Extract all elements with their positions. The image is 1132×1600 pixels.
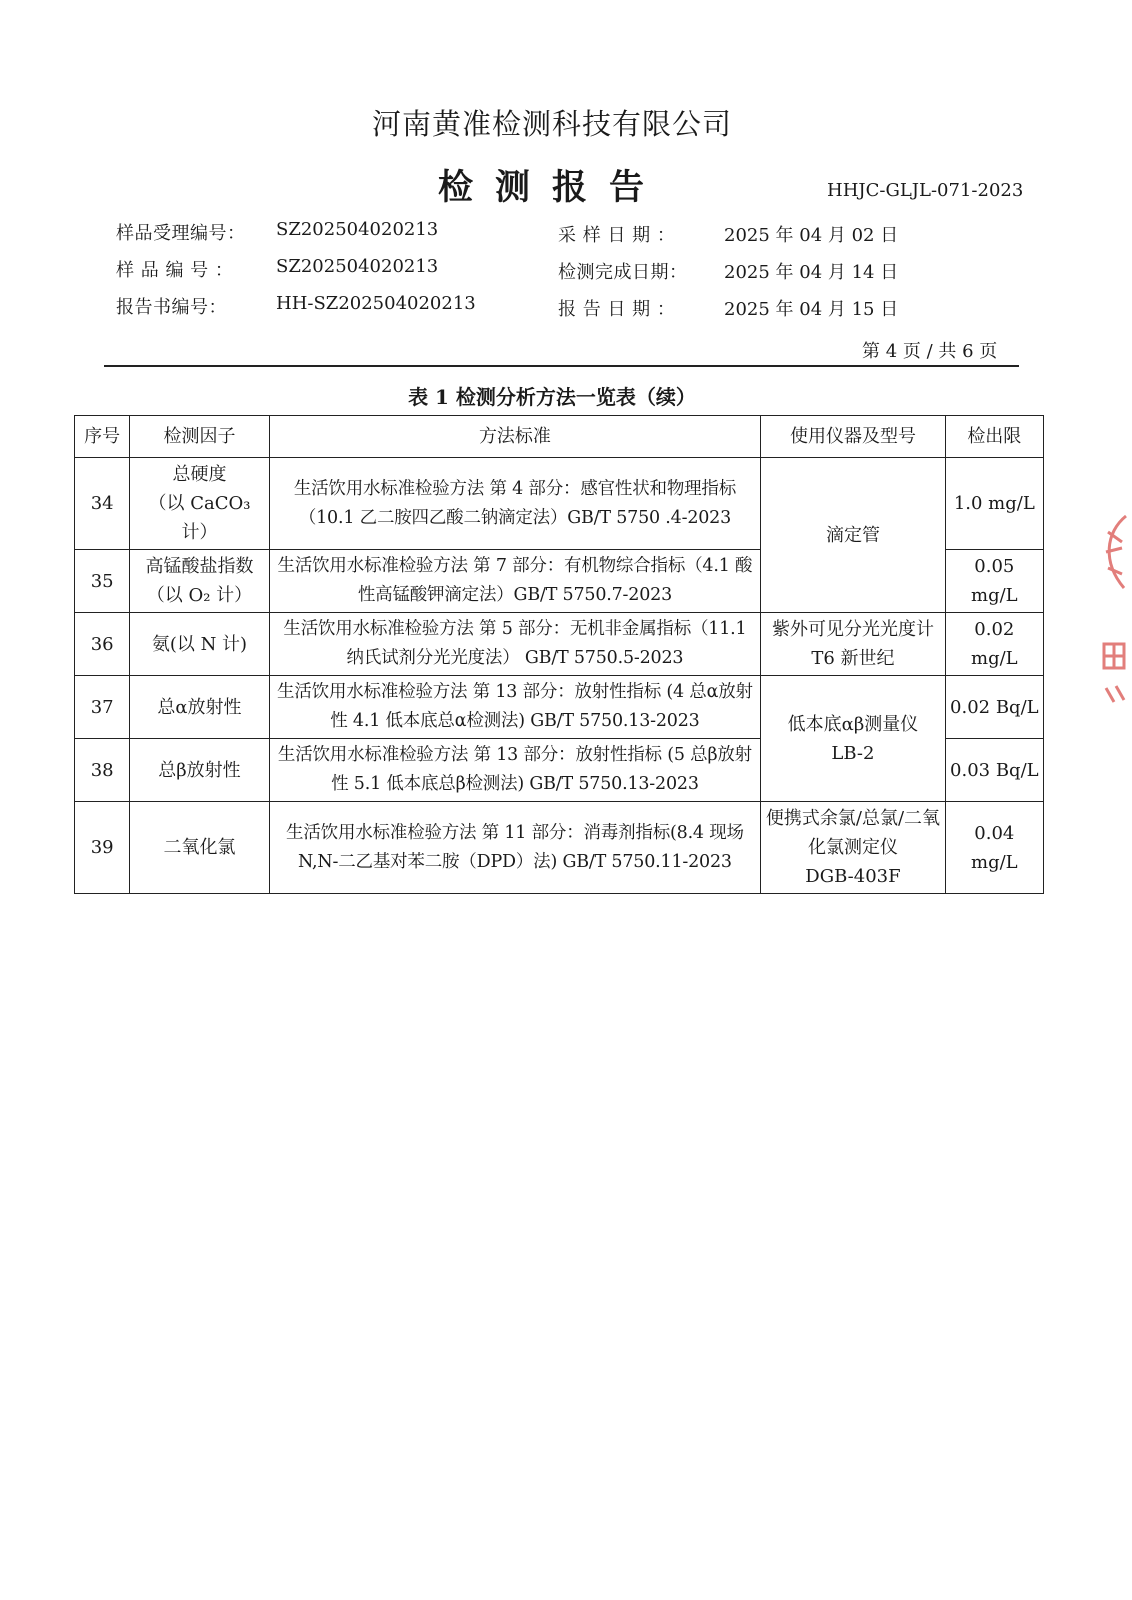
table-row [75, 676, 1044, 739]
sampling-date-value: 2025 年 04 月 02 日 [724, 225, 899, 246]
row-no: 34 [75, 458, 130, 550]
row-limit: 0.05 mg/L [945, 550, 1043, 613]
row-factor: 二氧化氯 [130, 802, 269, 894]
row-method: 生活饮用水标准检验方法 第 13 部分：放射性指标 (5 总β放射性 5.1 低本底总β检测法) GB/T 5750.13-2023 [269, 739, 761, 802]
col-header-no: 序号 [75, 416, 130, 458]
row-method: 生活饮用水标准检验方法 第 11 部分：消毒剂指标(8.4 现场 N,N-二乙基对苯二胺（DPD）法) GB/T 5750.11-2023 [269, 802, 761, 894]
row-no: 38 [75, 739, 130, 802]
col-header-limit: 检出限 [945, 416, 1043, 458]
row-method: 生活饮用水标准检验方法 第 7 部分：有机物综合指标（4.1 酸性高锰酸钾滴定法）GB/T 5750.7-2023 [269, 550, 761, 613]
table-row [75, 458, 1044, 550]
row-limit: 0.02 mg/L [945, 613, 1043, 676]
row-limit: 0.03 Bq/L [945, 739, 1043, 802]
row-no: 35 [75, 550, 130, 613]
method-table [74, 415, 1044, 894]
row-factor: 总硬度 （以 CaCO₃ 计） [130, 458, 269, 550]
row-no: 36 [75, 613, 130, 676]
col-header-instrument: 使用仪器及型号 [761, 416, 945, 458]
seal-fragment-top [1096, 512, 1130, 599]
page-number: 第 4 页 / 共 6 页 [862, 341, 998, 362]
row-limit: 1.0 mg/L [945, 458, 1043, 550]
table-caption: 表 1 检测分析方法一览表（续） [408, 385, 696, 409]
row-factor: 氨(以 N 计) [130, 613, 269, 676]
report-date-label: 报 告 日 期 ： [558, 299, 676, 320]
report-date-value: 2025 年 04 月 15 日 [724, 299, 899, 320]
row-limit: 0.04 mg/L [945, 802, 1043, 894]
header-divider [104, 365, 1019, 367]
sample-no-label: 样 品 编 号 ： [116, 260, 234, 281]
table-row [75, 802, 1044, 894]
row-method: 生活饮用水标准检验方法 第 13 部分：放射性指标 (4 总α放射性 4.1 低本底总α检测法) GB/T 5750.13-2023 [269, 676, 761, 739]
acceptance-no-value: SZ202504020213 [276, 219, 439, 240]
row-method: 生活饮用水标准检验方法 第 5 部分：无机非金属指标（11.1 纳氏试剂分光光度法） GB/T 5750.5-2023 [269, 613, 761, 676]
row-instrument: 滴定管 [761, 458, 945, 613]
row-instrument: 低本底αβ测量仪 LB-2 [761, 676, 945, 802]
table-row [75, 613, 1044, 676]
report-no-value: HH-SZ202504020213 [276, 293, 476, 314]
report-title: 检测报告 [437, 167, 666, 208]
report-no-label: 报告书编号： [116, 297, 227, 318]
row-factor: 高锰酸盐指数 （以 O₂ 计） [130, 550, 269, 613]
acceptance-no-label: 样品受理编号： [116, 223, 246, 244]
document-number: HHJC-GLJL-071-2023 [827, 180, 1024, 201]
col-header-factor: 检测因子 [130, 416, 269, 458]
company-name: 河南黄准检测科技有限公司 [371, 107, 732, 141]
completion-date-label: 检测完成日期： [558, 262, 688, 283]
row-instrument: 紫外可见分光光度计 T6 新世纪 [761, 613, 945, 676]
table-header-row [75, 416, 1044, 458]
row-factor: 总α放射性 [130, 676, 269, 739]
row-limit: 0.02 Bq/L [945, 676, 1043, 739]
row-method: 生活饮用水标准检验方法 第 4 部分：感官性状和物理指标（10.1 乙二胺四乙酸二钠滴定法）GB/T 5750 .4-2023 [269, 458, 761, 550]
row-no: 39 [75, 802, 130, 894]
seal-fragment-bottom [1100, 640, 1130, 717]
col-header-method: 方法标准 [269, 416, 761, 458]
row-factor: 总β放射性 [130, 739, 269, 802]
sampling-date-label: 采 样 日 期 ： [558, 225, 676, 246]
row-instrument: 便携式余氯/总氯/二氧化氯测定仪 DGB-403F [761, 802, 945, 894]
row-no: 37 [75, 676, 130, 739]
completion-date-value: 2025 年 04 月 14 日 [724, 262, 899, 283]
sample-no-value: SZ202504020213 [276, 256, 439, 277]
